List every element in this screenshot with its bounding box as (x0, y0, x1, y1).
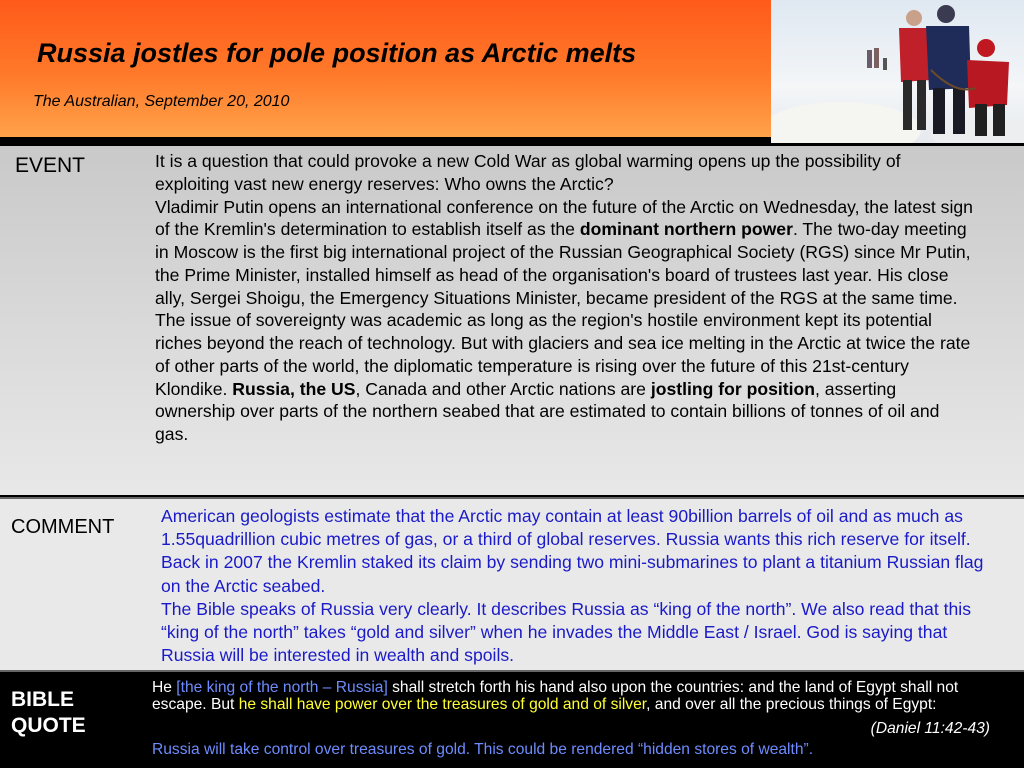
comment-section (0, 497, 1024, 672)
arctic-expedition-photo (771, 0, 1024, 143)
distant-figure (867, 50, 872, 68)
snow-mound (771, 102, 921, 143)
bible-note: Russia will take control over treasures of gold. This could be rendered “hidden stores of wealth”. (152, 741, 814, 758)
event-text (155, 150, 975, 446)
person-red-jacket (967, 60, 1009, 108)
comment-text (161, 505, 991, 667)
comment-paragraph-1: American geologists estimate that the Arctic may contain at least 90billion barrels of oil and as much as 1.55quadrillion cubic metres of gas, or a third of global reserves. Russia wants this rich reserve for itself. Back in 2007 the Kremlin staked its claim by sending two mini-submarines to plant a titanium Russian flag on the Arctic seabed. (161, 506, 984, 596)
distant-figure (883, 58, 887, 70)
event-paragraph-2: Vladimir Putin opens an international conference on the future of the Arctic on Wednesday, the latest sign of the Kremlin's determination to establish itself as the dominant northern power. The two-day meeting in Moscow is the first big international project of the Russian Geographical Society (RGS) since Mr Putin, the Prime Minister, installed himself as head of the organisation's board of trustees last year. His close ally, Sergei Shoigu, the Emergency Situations Minister, became president of the RGS at the same time. The issue of sovereignty was academic as long as the region's hostile environment kept its potential riches beyond the reach of technology. But with glaciers and sea ice melting in the Arctic at twice the rate of other parts of the world, the diplomatic temperature is rising over the future of this 21st-century Klondike. Russia, the US, Canada and other Arctic nations are jostling for position, asserting ownership over parts of the northern seabed that are estimated to contain billions of tonnes of oil and gas. (155, 196, 973, 444)
event-paragraph-1: It is a question that could provoke a new Cold War as global warming opens up the possibility of exploiting vast new energy reserves: Who owns the Arctic? (155, 151, 901, 194)
bible-quote-section (0, 673, 1024, 768)
bible-quote-label: BIBLE QUOTE (11, 688, 86, 737)
person-head (937, 5, 955, 23)
bible-reference: (Daniel 11:42-43) (870, 720, 990, 737)
event-section (0, 143, 1024, 495)
event-label: EVENT (15, 154, 86, 177)
comment-label: COMMENT (11, 516, 115, 538)
person-head (906, 10, 922, 26)
person-red-jacket (899, 28, 931, 82)
distant-figure (874, 48, 879, 68)
page-title: Russia jostles for pole position as Arctic melts (37, 38, 637, 68)
person-head (977, 39, 995, 57)
bible-quote-text: He [the king of the north – Russia] shall stretch forth his hand also upon the countries: and the land of Egypt shall not escape. But he shall have power over the treasures of gold and of silver, and over all the precious things of Egypt: (152, 679, 959, 714)
person-blue-jacket (926, 26, 971, 90)
source-citation: The Australian, September 20, 2010 (33, 93, 290, 110)
comment-paragraph-2: The Bible speaks of Russia very clearly. It describes Russia as “king of the north”. We also read that this “king of the north” takes “gold and silver” when he invades the Middle East / Israel. God is saying that Russia will be interested in wealth and spoils. (161, 598, 971, 666)
